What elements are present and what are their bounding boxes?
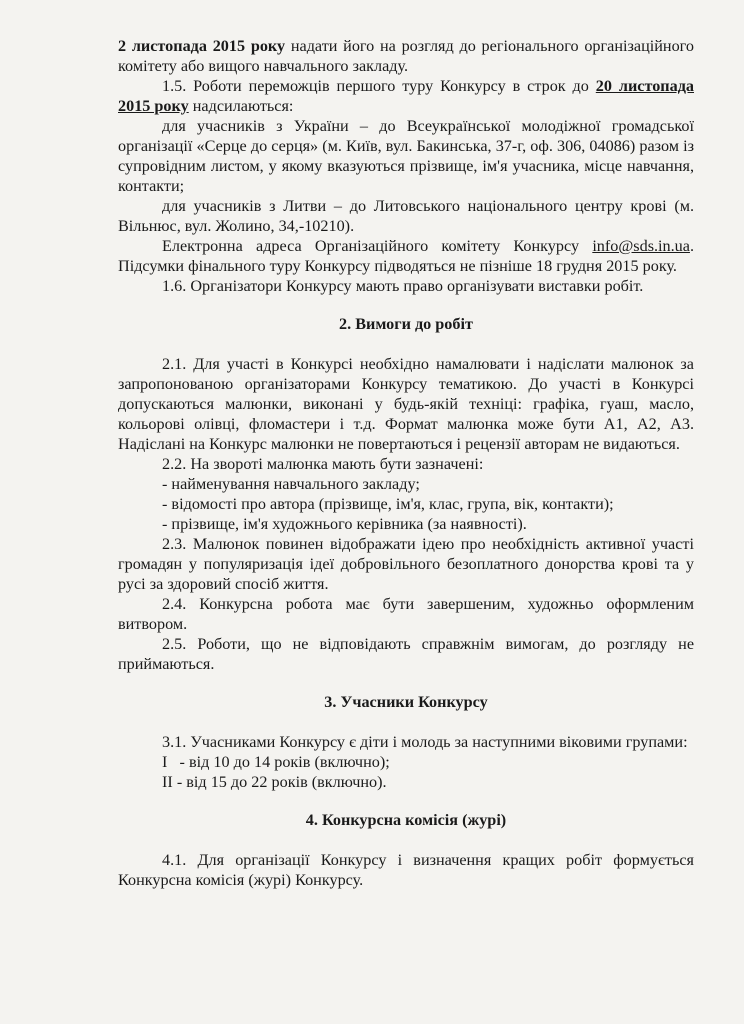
paragraph-2-1: 2.1. Для участі в Конкурсі необхідно намалювати і надіслати малюнок за запропонованою організаторами Конкурсу тематикою. До участі в Конкурсі допускаються малюнки, виконані у будь-якій техніці: графіка, гуаш, масло, кольорові олівці, фломастери і т.д. Формат малюнка може бути А1, А2, А3. Надіслані на Конкурс малюнки не повертаються і рецензії авторам не видаються. xyxy=(118,355,694,453)
age-group-item: II - від 15 до 22 років (включно). xyxy=(162,773,387,791)
deadline-date-underlined: 20 листопада 2015 року xyxy=(118,77,694,115)
paragraph-2-3: 2.3. Малюнок повинен відображати ідею про необхідність активної участі громадян у популяризація ідеї добровільного безоплатного донорства крові та у русі за здоровий спосіб життя. xyxy=(118,535,694,593)
list-item: - відомості про автора (прізвище, ім'я, клас, група, вік, контакти); xyxy=(162,495,614,513)
paragraph-2-2: 2.2. На звороті малюнка мають бути зазначені: xyxy=(162,455,484,473)
paragraph-email-tail: . Підсумки фінального туру Конкурсу підводяться не пізніше 18 грудня 2015 року. xyxy=(118,237,694,275)
section-4-heading: 4. Конкурсна комісія (журі) xyxy=(305,811,507,829)
section-2-heading: 2. Вимоги до робіт xyxy=(339,315,473,333)
paragraph-1-5-lead: 1.5. Роботи переможців першого туру Конкурсу в строк до xyxy=(162,77,596,95)
paragraph-email-lead: Електронна адреса Організаційного комітету Конкурсу xyxy=(162,237,593,255)
list-item: - прізвище, ім'я художнього керівника (за наявності). xyxy=(162,515,527,533)
age-group-item: I - від 10 до 14 років (включно); xyxy=(162,753,390,771)
paragraph-3-1: 3.1. Учасниками Конкурсу є діти і молодь за наступними віковими групами: xyxy=(162,733,688,751)
paragraph-2-5: 2.5. Роботи, що не відповідають справжнім вимогам, до розгляду не приймаються. xyxy=(118,635,694,673)
paragraph-1-5 xyxy=(118,76,694,116)
list-item: - найменування навчального закладу; xyxy=(162,475,420,493)
paragraph-email xyxy=(118,236,694,276)
paragraph-ukraine: для учасників з України – до Всеукраїнської молодіжної громадської організації «Серце до серця» (м. Київ, вул. Бакинська, 37-г, оф. 306, 04086) разом із супровідним листом, у якому вказуються прізвище, ім'я учасника, місце навчання, контакти; xyxy=(118,117,694,195)
paragraph-2-4: 2.4. Конкурсна робота має бути завершеним, художньо оформленим витвором. xyxy=(118,595,694,633)
paragraph-1-5-tail: надсилаються: xyxy=(188,97,294,115)
paragraph-intro-text: надати його на розгляд до регіонального організаційного комітету або вищого навчального закладу. xyxy=(118,37,694,75)
paragraph-4-1: 4.1. Для організації Конкурсу і визначення кращих робіт формується Конкурсна комісія (журі) Конкурсу. xyxy=(118,851,694,889)
paragraph-1-6: 1.6. Організатори Конкурсу мають право організувати виставки робіт. xyxy=(162,277,644,295)
section-3-heading: 3. Учасники Конкурсу xyxy=(324,693,488,711)
deadline-date-bold: 2 листопада 2015 року xyxy=(118,37,286,55)
paragraph-intro xyxy=(118,36,694,76)
paragraph-lithuania: для учасників з Литви – до Литовського національного центру крові (м. Вільнюс, вул. Жолино, 34,-10210). xyxy=(118,197,694,235)
email-link[interactable]: info@sds.in.ua xyxy=(592,237,690,255)
